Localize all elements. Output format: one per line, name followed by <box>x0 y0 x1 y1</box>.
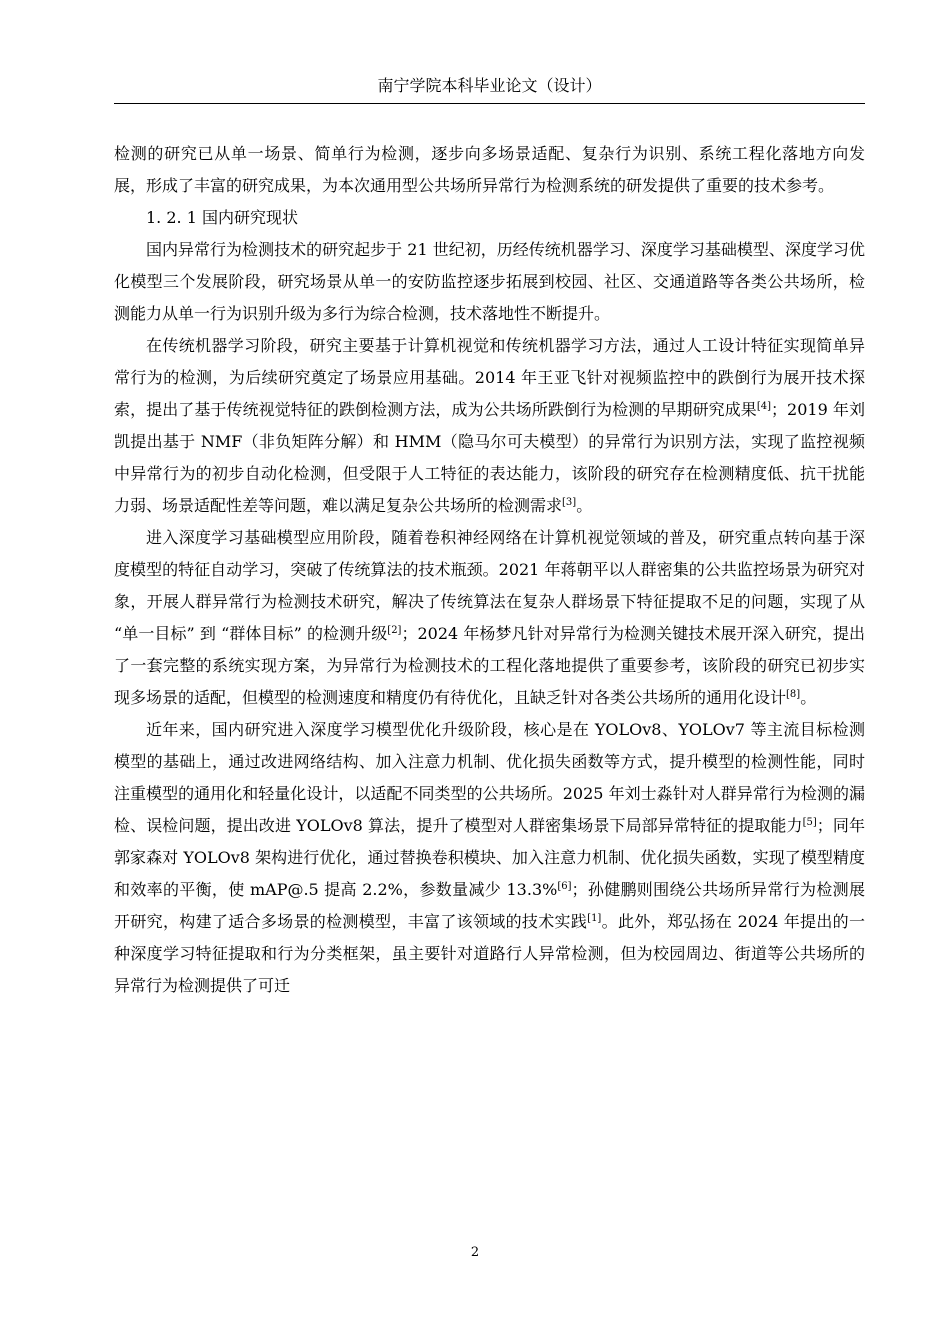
citation-ref: [8] <box>786 689 801 700</box>
citation-ref: [5] <box>802 817 817 828</box>
paragraph-3 <box>114 522 865 714</box>
paragraph-1: 国内异常行为检测技术的研究起步于 21 世纪初，历经传统机器学习、深度学习基础模型、深度学习优化模型三个发展阶段，研究场景从单一的安防监控逐步拓展到校园、社区、交通道路等各类公共场所，检测能力从单一行为识别升级为多行为综合检测，技术落地性不断提升。 <box>114 240 865 323</box>
citation-ref: [3] <box>562 497 577 508</box>
citation-ref: [6] <box>557 881 572 892</box>
page-number: 2 <box>470 1245 480 1260</box>
body-text <box>114 138 865 1002</box>
running-header: 南宁学院本科毕业论文（设计） <box>377 76 602 95</box>
paragraph-2 <box>114 330 865 522</box>
citation-ref: [2] <box>387 625 402 636</box>
header-rule <box>114 103 865 104</box>
citation-ref: [4] <box>756 401 772 412</box>
paragraph-4-text-a: 近年来，国内研究进入深度学习模型优化升级阶段，核心是在 YOLOv8、YOLOv7 等主流目标检测模型的基础上，通过改进网络结构、加入注意力机制、优化损失函数等方式，提升模型的检测性能，同时注重模型的通用化和轻量化设计，以适配不同类型的公共场所。2025 年刘士淼针对人群异常行为检测的漏检、误检问题，提出改进 YOLOv8 算法，提升了模型对人群密集场景下局部异常特征的提取能力 <box>114 720 865 835</box>
paragraph-3-text-b: ；2024 年杨梦凡针对异常行为检测关键技术展开深入研究，提出了一套完整的系统实现方案，为异常行为检测技术的工程化落地提供了重要参考，该阶段的研究已初步实现多场景的适配，但模型的检测速度和精度仍有待优化，且缺乏针对各类公共场所的通用化设计 <box>114 624 865 707</box>
intro-continuation: 检测的研究已从单一场景、简单行为检测，逐步向多场景适配、复杂行为识别、系统工程化落地方向发展，形成了丰富的研究成果，为本次通用型公共场所异常行为检测系统的研发提供了重要的技术参考。 <box>114 144 865 195</box>
paragraph-4-text-d: 。此外，郑弘扬在 2024 年提出的一种深度学习特征提取和行为分类框架，虽主要针对道路行人异常检测，但为校园周边、街道等公共场所的异常行为检测提供了可迁 <box>114 912 865 995</box>
paragraph-4 <box>114 714 865 1002</box>
paragraph-2-text-c: 。 <box>576 496 593 515</box>
paragraph-2-text-a: 在传统机器学习阶段，研究主要基于计算机视觉和传统机器学习方法，通过人工设计特征实现简单异常行为的检测，为后续研究奠定了场景应用基础。2014 年王亚飞针对视频监控中的跌倒行为展开技术探索，提出了基于传统视觉特征的跌倒检测方法，成为公共场所跌倒行为检测的早期研究成果 <box>114 336 865 419</box>
section-heading: 1. 2. 1 国内研究现状 <box>146 208 298 227</box>
paragraph-3-text-c: 。 <box>800 688 817 707</box>
citation-ref: [1] <box>587 913 602 924</box>
paragraph-4-text-c: ；孙健鹏则围绕公共场所异常行为检测展开研究，构建了适合多场景的检测模型，丰富了该领域的技术实践 <box>114 880 865 931</box>
paragraph-3-text-a: 进入深度学习基础模型应用阶段，随着卷积神经网络在计算机视觉领域的普及，研究重点转向基于深度模型的特征自动学习，突破了传统算法的技术瓶颈。2021 年蒋朝平以人群密集的公共监控场景为研究对象，开展人群异常行为检测技术研究，解决了传统算法在复杂人群场景下特征提取不足的问题，实现了从 “单一目标” 到 “群体目标” 的检测升级 <box>114 528 865 643</box>
paragraph-4-text-b: ；同年郭家森对 YOLOv8 架构进行优化，通过替换卷积模块、加入注意力机制、优化损失函数，实现了模型精度和效率的平衡，使 mAP@.5 提高 2.2%，参数量减少 13.3% <box>114 816 865 899</box>
paragraph-2-text-b: ；2019 年刘凯提出基于 NMF（非负矩阵分解）和 HMM（隐马尔可夫模型）的异常行为识别方法，实现了监控视频中异常行为的初步自动化检测，但受限于人工特征的表达能力，该阶段的研究存在检测精度低、抗干扰能力弱、场景适配性差等问题，难以满足复杂公共场所的检测需求 <box>114 400 865 515</box>
